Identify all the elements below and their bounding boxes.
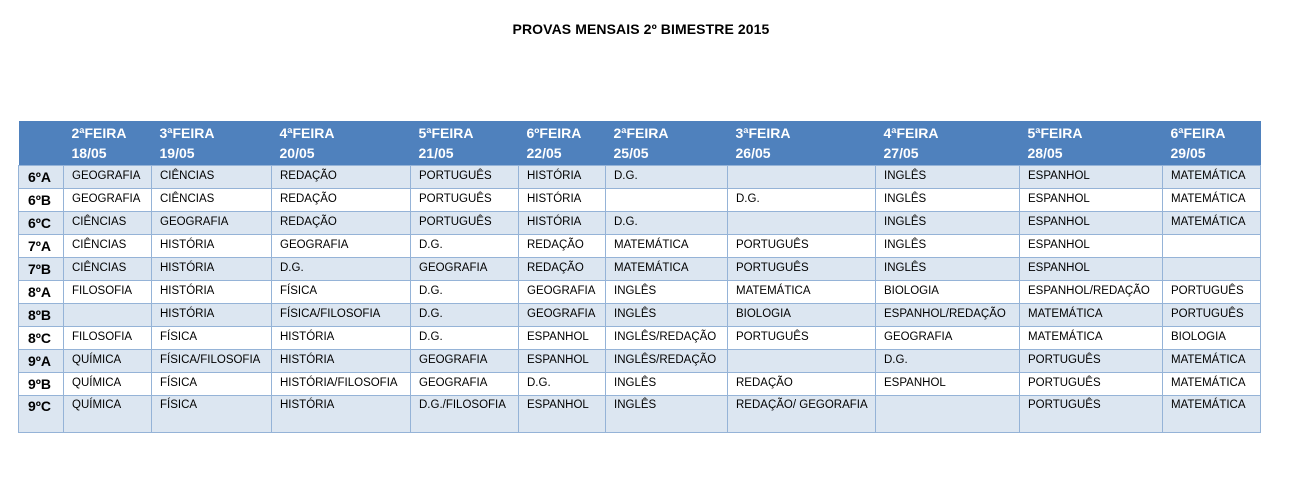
- column-day: 5ªFEIRA: [1027, 125, 1083, 141]
- subject-cell: REDAÇÃO: [519, 258, 606, 281]
- column-day: 6ªFEIRA: [1170, 125, 1226, 141]
- subject-cell: QUÍMICA: [64, 396, 152, 433]
- subject-cell: D.G.: [728, 189, 876, 212]
- subject-cell: PORTUGUÊS: [728, 258, 876, 281]
- subject-cell: BIOLOGIA: [1163, 327, 1261, 350]
- subject-cell: PORTUGUÊS: [1020, 396, 1163, 433]
- column-date: 20/05: [279, 145, 315, 161]
- subject-cell: ESPANHOL: [1020, 189, 1163, 212]
- table-row: [19, 212, 1261, 235]
- subject-cell: MATEMÁTICA: [1163, 350, 1261, 373]
- column-day: 3ªFEIRA: [159, 125, 215, 141]
- class-label: 7ºB: [19, 258, 64, 281]
- subject-cell: REDAÇÃO: [272, 212, 411, 235]
- subject-cell: HISTÓRIA: [519, 166, 606, 189]
- header-row: [19, 121, 1261, 166]
- subject-cell: GEOGRAFIA: [64, 166, 152, 189]
- column-header: [728, 121, 876, 166]
- subject-cell: D.G.: [411, 281, 519, 304]
- subject-cell: CIÊNCIAS: [64, 212, 152, 235]
- subject-cell: [606, 189, 728, 212]
- subject-cell: HISTÓRIA: [152, 281, 272, 304]
- column-header: [272, 121, 411, 166]
- table-row: [19, 281, 1261, 304]
- subject-cell: INGLÊS/REDAÇÃO: [606, 327, 728, 350]
- table-body: [19, 166, 1261, 433]
- subject-cell: CIÊNCIAS: [64, 235, 152, 258]
- subject-cell: INGLÊS: [876, 235, 1020, 258]
- column-header: [1163, 121, 1261, 166]
- subject-cell: MATEMÁTICA: [606, 258, 728, 281]
- subject-cell: [1163, 235, 1261, 258]
- subject-cell: PORTUGUÊS: [411, 189, 519, 212]
- subject-cell: REDAÇÃO: [272, 166, 411, 189]
- column-header: [152, 121, 272, 166]
- subject-cell: PORTUGUÊS: [728, 327, 876, 350]
- column-header: [411, 121, 519, 166]
- subject-cell: FÍSICA: [152, 327, 272, 350]
- subject-cell: MATEMÁTICA: [1020, 327, 1163, 350]
- column-day: 2ªFEIRA: [613, 125, 669, 141]
- subject-cell: INGLÊS: [606, 396, 728, 433]
- subject-cell: PORTUGUÊS: [411, 212, 519, 235]
- subject-cell: PORTUGUÊS: [1020, 373, 1163, 396]
- column-date: 28/05: [1027, 145, 1063, 161]
- subject-cell: HISTÓRIA: [272, 350, 411, 373]
- column-day: 3ªFEIRA: [735, 125, 791, 141]
- column-header: [64, 121, 152, 166]
- subject-cell: GEOGRAFIA: [411, 373, 519, 396]
- subject-cell: D.G./FILOSOFIA: [411, 396, 519, 433]
- column-date: 26/05: [735, 145, 771, 161]
- column-day: 4ªFEIRA: [883, 125, 939, 141]
- subject-cell: [728, 212, 876, 235]
- exam-schedule-table: [18, 121, 1261, 433]
- subject-cell: GEOGRAFIA: [876, 327, 1020, 350]
- subject-cell: QUÍMICA: [64, 373, 152, 396]
- subject-cell: HISTÓRIA: [152, 235, 272, 258]
- subject-cell: FÍSICA/FILOSOFIA: [152, 350, 272, 373]
- subject-cell: [1163, 258, 1261, 281]
- column-date: 22/05: [526, 145, 562, 161]
- subject-cell: BIOLOGIA: [728, 304, 876, 327]
- subject-cell: INGLÊS: [606, 281, 728, 304]
- subject-cell: D.G.: [411, 304, 519, 327]
- subject-cell: PORTUGUÊS: [1163, 304, 1261, 327]
- subject-cell: CIÊNCIAS: [152, 166, 272, 189]
- table-row: [19, 396, 1261, 433]
- subject-cell: CIÊNCIAS: [64, 258, 152, 281]
- class-label: 6ºA: [19, 166, 64, 189]
- subject-cell: HISTÓRIA: [519, 212, 606, 235]
- subject-cell: BIOLOGIA: [876, 281, 1020, 304]
- subject-cell: MATEMÁTICA: [1163, 166, 1261, 189]
- subject-cell: INGLÊS: [876, 258, 1020, 281]
- subject-cell: [64, 304, 152, 327]
- subject-cell: CIÊNCIAS: [152, 189, 272, 212]
- subject-cell: ESPANHOL: [519, 350, 606, 373]
- subject-cell: GEOGRAFIA: [519, 281, 606, 304]
- table-row: [19, 304, 1261, 327]
- subject-cell: D.G.: [411, 327, 519, 350]
- column-header: [606, 121, 728, 166]
- column-day: 2ªFEIRA: [71, 125, 127, 141]
- subject-cell: [728, 350, 876, 373]
- subject-cell: HISTÓRIA: [152, 258, 272, 281]
- table-row: [19, 327, 1261, 350]
- subject-cell: FILOSOFIA: [64, 327, 152, 350]
- subject-cell: HISTÓRIA/FILOSOFIA: [272, 373, 411, 396]
- subject-cell: FÍSICA: [272, 281, 411, 304]
- subject-cell: MATEMÁTICA: [1163, 396, 1261, 433]
- subject-cell: INGLÊS: [876, 212, 1020, 235]
- subject-cell: REDAÇÃO: [728, 373, 876, 396]
- subject-cell: QUÍMICA: [64, 350, 152, 373]
- subject-cell: HISTÓRIA: [272, 396, 411, 433]
- class-label: 9ºB: [19, 373, 64, 396]
- subject-cell: D.G.: [519, 373, 606, 396]
- column-header: [1020, 121, 1163, 166]
- class-label: 9ºC: [19, 396, 64, 433]
- subject-cell: INGLÊS/REDAÇÃO: [606, 350, 728, 373]
- subject-cell: PORTUGUÊS: [1020, 350, 1163, 373]
- subject-cell: PORTUGUÊS: [728, 235, 876, 258]
- subject-cell: [876, 396, 1020, 433]
- subject-cell: D.G.: [606, 212, 728, 235]
- subject-cell: ESPANHOL: [519, 327, 606, 350]
- class-label: 6ºC: [19, 212, 64, 235]
- subject-cell: GEOGRAFIA: [64, 189, 152, 212]
- class-label: 8ºC: [19, 327, 64, 350]
- column-date: 25/05: [613, 145, 649, 161]
- subject-cell: FÍSICA: [152, 373, 272, 396]
- subject-cell: ESPANHOL/REDAÇÃO: [876, 304, 1020, 327]
- subject-cell: GEOGRAFIA: [519, 304, 606, 327]
- table-row: [19, 258, 1261, 281]
- subject-cell: PORTUGUÊS: [411, 166, 519, 189]
- column-header: [519, 121, 606, 166]
- subject-cell: MATEMÁTICA: [728, 281, 876, 304]
- table-row: [19, 350, 1261, 373]
- subject-cell: ESPANHOL: [876, 373, 1020, 396]
- subject-cell: MATEMÁTICA: [1163, 212, 1261, 235]
- subject-cell: ESPANHOL: [1020, 166, 1163, 189]
- subject-cell: GEOGRAFIA: [411, 350, 519, 373]
- subject-cell: ESPANHOL: [1020, 212, 1163, 235]
- column-day: 6ºFEIRA: [526, 125, 582, 141]
- subject-cell: D.G.: [272, 258, 411, 281]
- column-header: [876, 121, 1020, 166]
- subject-cell: D.G.: [606, 166, 728, 189]
- subject-cell: ESPANHOL/REDAÇÃO: [1020, 281, 1163, 304]
- subject-cell: REDAÇÃO/ GEGORAFIA: [728, 396, 876, 433]
- column-day: 5ªFEIRA: [418, 125, 474, 141]
- column-day: 4ªFEIRA: [279, 125, 335, 141]
- header-corner-cell: [19, 121, 64, 166]
- subject-cell: GEOGRAFIA: [411, 258, 519, 281]
- subject-cell: ESPANHOL: [519, 396, 606, 433]
- subject-cell: [728, 166, 876, 189]
- column-date: 18/05: [71, 145, 107, 161]
- subject-cell: D.G.: [411, 235, 519, 258]
- subject-cell: INGLÊS: [606, 373, 728, 396]
- subject-cell: ESPANHOL: [1020, 258, 1163, 281]
- column-date: 21/05: [418, 145, 454, 161]
- column-date: 27/05: [883, 145, 919, 161]
- subject-cell: ESPANHOL: [1020, 235, 1163, 258]
- class-label: 7ºA: [19, 235, 64, 258]
- subject-cell: MATEMÁTICA: [1163, 373, 1261, 396]
- subject-cell: INGLÊS: [606, 304, 728, 327]
- class-label: 8ºA: [19, 281, 64, 304]
- subject-cell: INGLÊS: [876, 189, 1020, 212]
- subject-cell: MATEMÁTICA: [1020, 304, 1163, 327]
- subject-cell: HISTÓRIA: [272, 327, 411, 350]
- class-label: 8ºB: [19, 304, 64, 327]
- page-title: PROVAS MENSAIS 2º BIMESTRE 2015: [512, 21, 770, 37]
- subject-cell: FÍSICA: [152, 396, 272, 433]
- table-row: [19, 166, 1261, 189]
- subject-cell: HISTÓRIA: [152, 304, 272, 327]
- subject-cell: HISTÓRIA: [519, 189, 606, 212]
- table-row: [19, 235, 1261, 258]
- class-label: 6ºB: [19, 189, 64, 212]
- subject-cell: FILOSOFIA: [64, 281, 152, 304]
- class-label: 9ºA: [19, 350, 64, 373]
- subject-cell: PORTUGUÊS: [1163, 281, 1261, 304]
- subject-cell: D.G.: [876, 350, 1020, 373]
- subject-cell: GEOGRAFIA: [272, 235, 411, 258]
- subject-cell: MATEMÁTICA: [606, 235, 728, 258]
- subject-cell: GEOGRAFIA: [152, 212, 272, 235]
- column-date: 29/05: [1170, 145, 1206, 161]
- table-row: [19, 373, 1261, 396]
- column-date: 19/05: [159, 145, 195, 161]
- subject-cell: FÍSICA/FILOSOFIA: [272, 304, 411, 327]
- subject-cell: INGLÊS: [876, 166, 1020, 189]
- table-row: [19, 189, 1261, 212]
- subject-cell: MATEMÁTICA: [1163, 189, 1261, 212]
- subject-cell: REDAÇÃO: [272, 189, 411, 212]
- subject-cell: REDAÇÃO: [519, 235, 606, 258]
